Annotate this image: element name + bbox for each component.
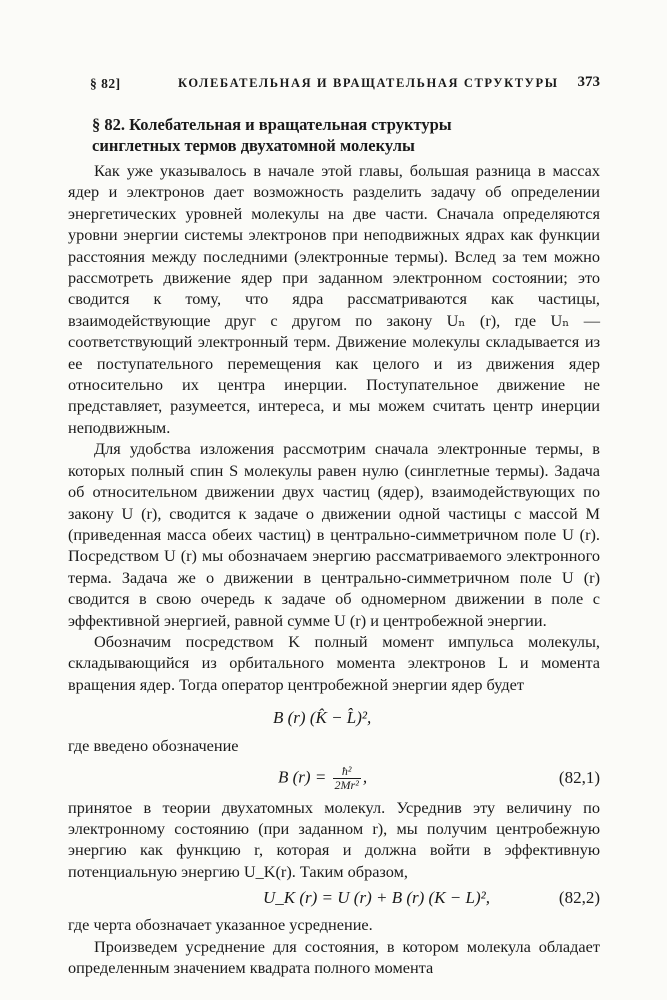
equation-number-82-2: (82,2)	[558, 888, 600, 908]
fraction-denominator: 2Mr²	[334, 777, 359, 792]
fraction-numerator: ħ²	[333, 765, 361, 779]
paragraph-2: Для удобства изложения рассмотрим сначала электронные термы, в которых полный спин S молекулы равен нулю (синглетные термы). Задача об относительном движении двух частиц (ядер), взаимодействующих по закону U (r), сводится к задаче о движении одной частицы с массой M (приведенная масса обеих частиц) в центрально-симметричном поле U (r). Посредством U (r) мы обозначаем энергию рассматриваемого электронного терма. Задача же о движении в центрально-симметричном поле U (r) сводится в свою очередь к задаче об одномерном движении в поле с эффективной энергией, равной сумме U (r) и центробежной энергии.	[68, 439, 600, 630]
section-title-line-1: § 82. Колебательная и вращательная структуры	[92, 115, 452, 134]
running-header	[90, 70, 600, 96]
header-running-title: КОЛЕБАТЕЛЬНАЯ И ВРАЩАТЕЛЬНАЯ СТРУКТУРЫ	[178, 76, 559, 90]
formula-82-1-fraction	[333, 765, 361, 792]
formula-82-1-lhs: B (r) =	[278, 766, 327, 786]
formula-centrifugal-expression: B (r) (K̂ − L̂)²,	[273, 708, 372, 728]
formula-centrifugal-operator	[68, 699, 600, 735]
paragraph-1: Как уже указывалось в начале этой главы, большая разница в массах ядер и электронов дает возможность разделить задачу об определении энергетических уровней молекулы на две части. Сначала определяются уровни энергии системы электронов при неподвижных ядрах как функции расстояния между последними (электронные термы). Вслед за тем можно рассмотреть движение ядер при заданном электронном состоянии; это сводится к тому, что ядра рассматриваются как частицы, взаимодействующие друг с другом по закону Uₙ (r), где Uₙ — соответствующий электронный терм. Движение молекулы складывается из ее поступательного перемещения как целого и из движения ядер относительно их центра инерции. Поступательное движение не представляет, разумеется, интереса, и мы можем считать центр инерции неподвижным.	[68, 161, 600, 437]
page-number: 373	[577, 74, 600, 90]
body-text	[68, 160, 600, 978]
section-title	[90, 114, 600, 156]
formula-82-2	[68, 882, 600, 914]
header-section-ref: § 82]	[90, 76, 121, 91]
equation-number-82-1: (82,1)	[558, 767, 600, 787]
paragraph-3: Обозначим посредством K полный момент импульса молекулы, складывающийся из орбитального момента электронов L и момента вращения ядер. Тогда оператор центробежной энергии ядер будет	[68, 631, 600, 694]
section-title-line-2: синглетных термов двухатомной молекулы	[92, 136, 415, 155]
paragraph-6: где черта обозначает указанное усреднение.	[68, 915, 373, 935]
formula-82-2-expression: U_K (r) = U (r) + B (r) (K − L)²,	[263, 888, 490, 908]
formula-82-1	[68, 759, 600, 797]
formula-82-1-expression: B (r) = $\frac{\text{ħ²}}{\text{2Mr²}}$ ,	[278, 763, 368, 792]
paragraph-5: принятое в теории двухатомных молекул. Усреднив эту величину по электронному состоянию (при заданном r), мы получим центробежную энергию как функцию r, которая и должна войти в эффективную потенциальную энергию U_K(r). Таким образом,	[68, 797, 600, 881]
paragraph-7: Произведем усреднение для состояния, в котором молекула обладает определенным значением квадрата полного момента	[68, 936, 600, 977]
paragraph-4: где введено обозначение	[68, 736, 239, 756]
